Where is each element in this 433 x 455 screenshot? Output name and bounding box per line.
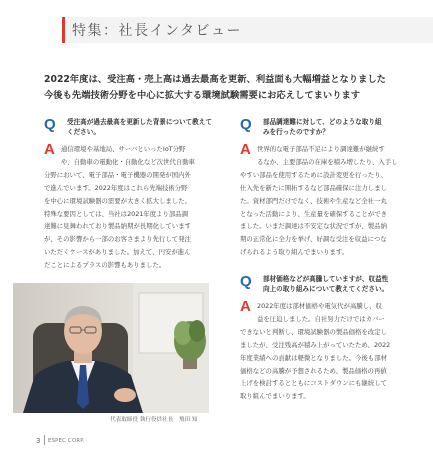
lead-line: 今後も先端技術分野を中心に拡大する環境試験需要にお応えしてまいります xyxy=(44,90,361,101)
answer-line: 年度業績への貢献は軽微となりました。今後も部材 xyxy=(240,353,387,362)
question-mark: Q xyxy=(44,116,56,133)
footer-divider xyxy=(44,435,45,445)
answer-line: を中心に環境試験器の需要が大きく拡大しました。 xyxy=(44,196,191,205)
answer-line: 分野において、電子部品・電子機器の開発が国内外 xyxy=(44,170,191,179)
answer-line: 取り組んでまいります。 xyxy=(240,392,310,401)
answer-body xyxy=(240,300,420,403)
president-portrait-image xyxy=(13,283,209,413)
qa-block-1 xyxy=(44,118,219,288)
answer-line: 期の正常化に全力を挙げ、好調な受注を収益につな xyxy=(240,235,387,244)
answer-line: やすい部品を使用するために設計変更を行ったり、 xyxy=(240,170,387,179)
question-text xyxy=(67,118,217,137)
answer-line: や、自動車の電動化・自動化など次世代自動車 xyxy=(61,157,196,166)
question-line: 部材価格などが高騰していますが、収益性 xyxy=(263,275,389,283)
answer-line: た。資材部門だけでなく、技術や生産など全社一丸 xyxy=(240,196,387,205)
answer-mark: A xyxy=(240,141,251,158)
answer-line: いただくケースがありました。加えて、円安が進ん xyxy=(44,248,191,257)
question-text xyxy=(263,118,382,137)
answer-line: 達難に見舞われており製品納期が長期化しています xyxy=(44,222,191,231)
answer-line: 仕入先を新たに開拓するなど部品確保に注力しまし xyxy=(240,183,387,192)
answer-line: で進んでいます。2022年度はこれら先端技術分野 xyxy=(44,183,188,192)
answer-line: できないと判断し、環境試験器の製品価格を改定し xyxy=(240,327,387,336)
answer-mark: A xyxy=(44,141,55,158)
question-line: みを行ったのですか？ xyxy=(263,127,329,136)
answer-line: 価格などの高騰が予想されるため、製品価格の再値 xyxy=(240,366,387,375)
answer-mark: A xyxy=(240,298,251,315)
question-row xyxy=(240,275,420,301)
answer-line: げられるよう取り組んでまいります。 xyxy=(240,248,349,257)
question-line: 部品調達難に対して、どのような取り組 xyxy=(263,118,382,126)
lead-line: 2022年度は、受注高・売上高は過去最高を更新、利益面も大幅増益となりました xyxy=(44,74,386,85)
section-header-accent xyxy=(62,17,65,43)
question-line: 向上の取り組みについて教えてください。 xyxy=(263,284,389,293)
answer-body xyxy=(44,143,219,272)
page-number: 3 xyxy=(36,437,41,445)
answer-line: だことによるプラスの影響もありました。 xyxy=(44,261,166,270)
photo-caption: 代表取締役 執行役員社長 飛田 知 xyxy=(110,417,198,423)
answer-line: ました。いまだ調達は不安定な状況ですが、製品納 xyxy=(240,222,387,231)
qa-block-3 xyxy=(240,275,420,415)
answer-body xyxy=(240,143,420,259)
qa-block-2 xyxy=(240,118,420,268)
question-mark: Q xyxy=(240,116,252,133)
question-row xyxy=(240,118,420,144)
question-line: 受注高が過去最高を更新した背景について教えてください。 xyxy=(67,118,212,136)
answer-line: 上げを検討するとともにコストダウンにも継続して xyxy=(240,379,387,388)
answer-line: となった活動により、生産量を確保することができ xyxy=(240,209,387,218)
answer-line: るなか、主要部品の在庫を積み増したり、入手し xyxy=(257,157,398,166)
lead-headline xyxy=(44,72,419,104)
answer-line: ましたが、受注残高が積み上がっていたため、2022 xyxy=(240,340,391,349)
question-mark: Q xyxy=(240,273,252,290)
answer-line: が、その影響から一部のお客さまより先行して発注 xyxy=(44,235,191,244)
answer-line: 特殊な要因としては、当社は2021年度より部品調 xyxy=(44,209,189,218)
footer-company: ESPEC CORP. xyxy=(48,438,85,444)
answer-line: 2022年度は部材価格や電気代が高騰し、収 xyxy=(257,302,382,310)
question-text xyxy=(263,275,388,294)
answer-line: 通信環境や基地局、サーバといったIoT分野 xyxy=(61,145,186,153)
answer-line: 世界的な電子部品不足により調達難が継続す xyxy=(257,145,385,153)
president-photo xyxy=(13,283,209,413)
question-row xyxy=(44,118,219,144)
answer-line: 益を圧迫しました。自社努力だけではカバー xyxy=(257,314,385,323)
section-title: 特集：社長インタビュー xyxy=(72,23,242,39)
